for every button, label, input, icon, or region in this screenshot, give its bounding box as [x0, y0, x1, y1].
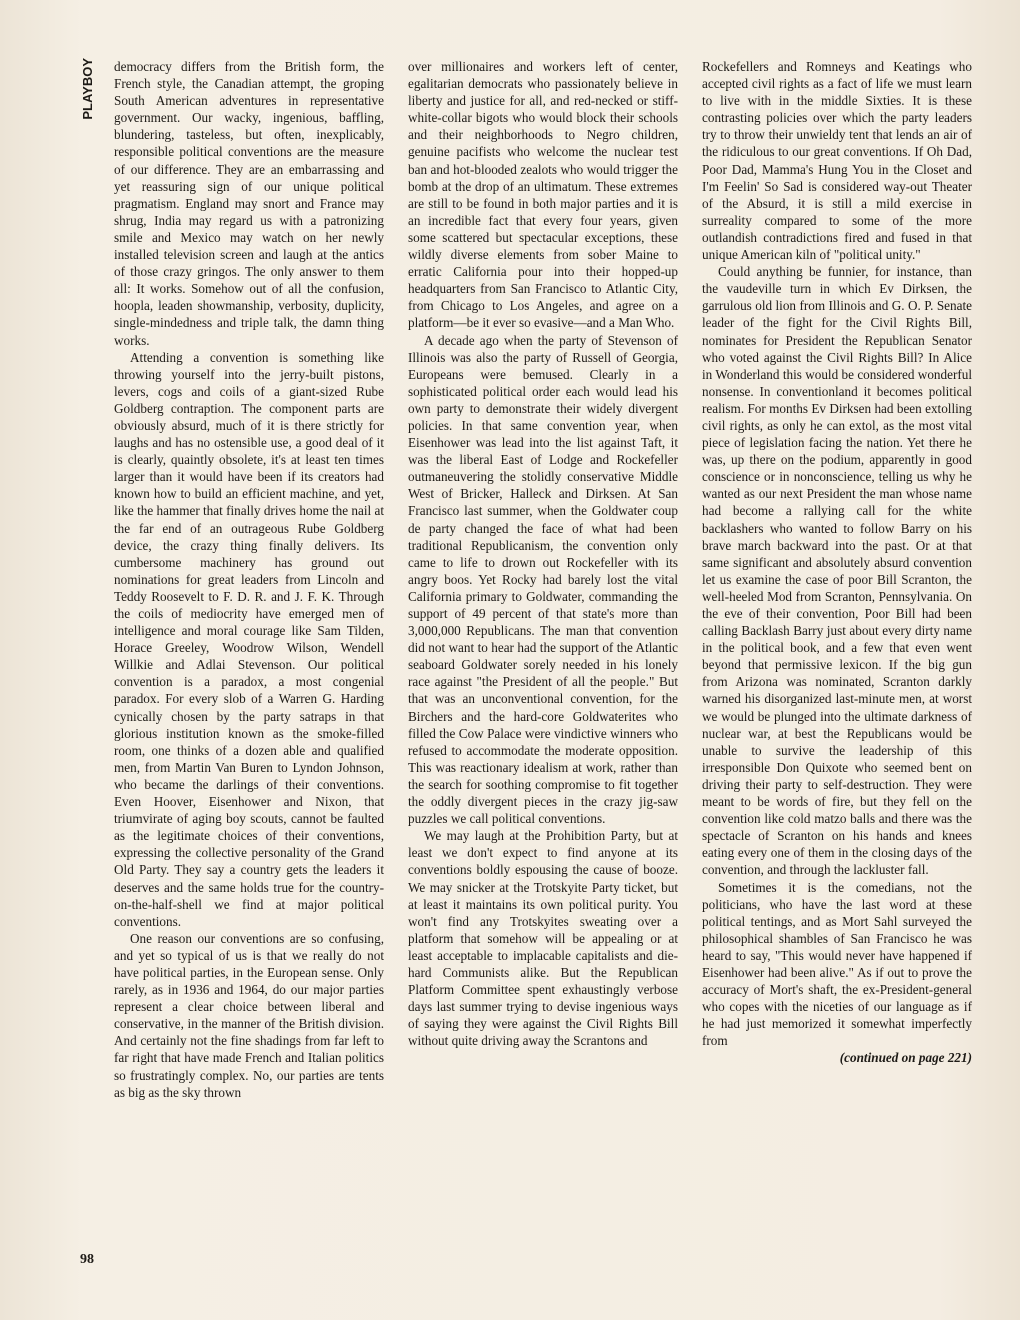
paragraph: Rockefellers and Romneys and Keatings who accepted civil rights as a fact of life we must learn to live with in the middle Sixties. It is these contrasting policies over which the party leaders try to throw their unwieldy tent that lends an air of the ridiculous to our great conventions. If Oh Dad, Poor Dad, Mamma's Hung You in the Closet and I'm Feelin' So Sad is considered way-out Theater of the Absurd, it is still a mild exercise in surreality compared to some of the more outlandish contradictions fired and fused in that unique American kiln of "political unity.": [702, 59, 972, 263]
paragraph: Sometimes it is the comedians, not the politicians, who have the last word at these political tentings, and as Mort Sahl surveyed the philosophical shambles of San Francisco he was heard to say, "This would never have happened if Eisenhower had been alive." As if out to prove the accuracy of Mort's shaft, the ex-President-general who copes with the niceties of our language as if he had just memorized it somewhat imperfectly from: [702, 879, 972, 1049]
paragraph: A decade ago when the party of Stevenson of Illinois was also the party of Russell of Georgia, Europeans were bemused. Clearly in a sophisticated political order each would lead his own party to demonstrate their widely divergent policies. In that same convention year, when Eisenhower was lead into the list against Taft, it was the liberal East of Lodge and Rockefeller outmaneuvering the stolidly conservative Middle West of Bricker, Halleck and Dirksen. At San Francisco last summer, when the Goldwater coup de party changed the face of what had been traditional Republicanism, the convention only came to life to drown out Rockefeller with its angry boos. Yet Rocky had barely lost the vital California primary to Goldwater, commanding the support of 49 percent of that state's more than 3,000,000 Republicans. The man that convention did not want to hear had the support of the Atlantic seaboard Goldwater sorely needed in his lonely race against "the President of all the people." But that was an unconventional convention, for the Birchers and the hard-core Goldwaterites who filled the Cow Palace were vindictive winners who refused to accommodate the moderate opposition. This was reactionary idealism at work, rather than the search for soothing compromise to fit together the oddly divergent pieces in the crazy jig-saw puzzles we call political conventions.: [408, 332, 678, 827]
paragraph: over millionaires and workers left of center, egalitarian democrats who passionately believe in liberty and justice for all, and red-necked or stiff-white-collar bigots who would block their schools and their neighborhoods to Negro children, genuine pacifists who welcome the nuclear test ban and hot-blooded zealots who would trigger the bomb at the drop of an ultimatum. These extremes are still to be found in both major parties and it is an incredible fact that every four years, given some scattered but spectacular exceptions, these wildly diverse elements from sober Maine to erratic California pour into their hopped-up headquarters from San Francisco to Atlantic City, from Chicago to Los Angeles, and agree on a platform—be it ever so evasive—and a Man Who.: [408, 59, 678, 331]
paragraph: One reason our conventions are so confusing, and yet so typical of us is that we really do not have political parties, in the European sense. Only rarely, as in 1936 and 1964, do our major parties represent a clear choice between liberal and conservative, in the manner of the British division. And certainly not the fine shadings from far left to far right that have made French and Italian politics so frustratingly complex. No, our parties are tents as big as the sky thrown: [114, 930, 384, 1100]
continued-note: (continued on page 221): [839, 1050, 972, 1066]
masthead: PLAYBOY: [80, 58, 95, 120]
column-1: [114, 58, 384, 1101]
paragraph: Could anything be funnier, for instance, than the vaudeville turn in which Ev Dirksen, the garrulous old lion from Illinois and G. O. P. Senate leader of the fight for the Civil Rights Bill, nominates for President the Republican Senator who voted against the Civil Rights Bill? In Alice in Wonderland this would be considered wonderful nonsense. In conventionland it becomes political realism. For months Ev Dirksen had been extolling civil rights, as only he can extol, as the most vital piece of legislation facing the nation. Yet there he was, up there on the podium, apparently in good conscience or in nonconscience, telling us why he wanted as our next President the man whose name had become a rallying call for the white backlashers who wanted to follow Barry on his brave march backward into the past. Or at that same significant and absolutely absurd convention let us examine the case of poor Bill Scranton, the well-heeled Mod from Scranton, Pennsylvania. On the eve of their convention, Poor Bill had been calling Backlash Barry just about every dirty name in the political book, and a few that even went beyond that permissive lexicon. If the big gun from Arizona was nominated, Scranton darkly warned his disorganized last-minute men, at worst we would be plunged into the ultimate darkness of nuclear war, at best the Republicans would be unable to survive the leadership of this irresponsible Don Quixote who seemed bent on driving their party to self-destruction. They were meant to be words of fire, but they fell on the convention like cold matzo balls and there was the spectacle of Scranton on his hands and knees eating every one of them in the closing days of the convention, and through the lackluster fall.: [702, 264, 972, 878]
page-number: 98: [80, 1252, 94, 1267]
column-3: [702, 58, 972, 1067]
paragraph: Attending a convention is something like throwing yourself into the jerry-built pistons, levers, cogs and coils of a giant-sized Rube Goldberg contraption. The component parts are obviously absurd, much of it is there strictly for laughs and has no ostensible use, a good deal of it is clearly, quaintly obsolete, it's at least ten times larger than it would have been if its creators had known how to build an efficient machine, and yet, like the hammer that finally drives home the nail at the far end of an outrageous Rube Goldberg device, the crazy thing finally delivers. Its cumbersome machinery has ground out nominations for great leaders from Lincoln and Teddy Roosevelt to F. D. R. and J. F. K. Through the coils of mediocrity have emerged men of intelligence and moral courage like Sam Tilden, Horace Greeley, Woodrow Wilson, Wendell Willkie and Adlai Stevenson. Our political convention is a paradox, a most congenial paradox. For every slob of a Warren G. Harding cynically chosen by the party satraps in that glorious institution known as the smoke-filled room, one thinks of a dozen able and qualified men, from Martin Van Buren to Lyndon Johnson, who became the darlings of their conventions. Even Hoover, Eisenhower and Nixon, that triumvirate of aging boy scouts, cannot be faulted as the legitimate choices of their conventions, expressing the collective personality of the Grand Old Party. They say a country gets the leaders it deserves and the same holds true for the country-on-the-half-shell we find at major political conventions.: [114, 349, 384, 929]
paragraph: democracy differs from the British form, the French style, the Canadian attempt, the groping South American adventures in representative government. Our wacky, ingenious, baffling, blundering, tasteless, but often, inexplicably, responsible political conventions are the measure of our difference. They are an embarrassing and yet reassuring sign of our unique political pragmatism. England may snort and France may shrug, India may regard us with a patronizing smile and Mexico may watch on her newly installed television screen and laugh at the antics of those crazy gringos. The only answer to them all: It works. Somehow out of all the confusion, hoopla, leaden showmanship, verbosity, duplicity, single-mindedness and triple talk, the damn thing works.: [114, 59, 384, 348]
paragraph: We may laugh at the Prohibition Party, but at least we don't expect to find anyone at its conventions boldly espousing the cause of booze. We may snicker at the Trotskyite Party ticket, but at least it maintains its own political purity. You won't find any Trotskyites sweating over a platform that somehow will be appealing or at least acceptable to implacable capitalists and die-hard Communists alike. But the Republican Platform Committee spent exhaustingly verbose days last summer trying to devise ingenious ways of saying they were against the Civil Rights Bill without quite driving away the Scrantons and: [408, 828, 678, 1049]
column-2: [408, 58, 678, 1049]
